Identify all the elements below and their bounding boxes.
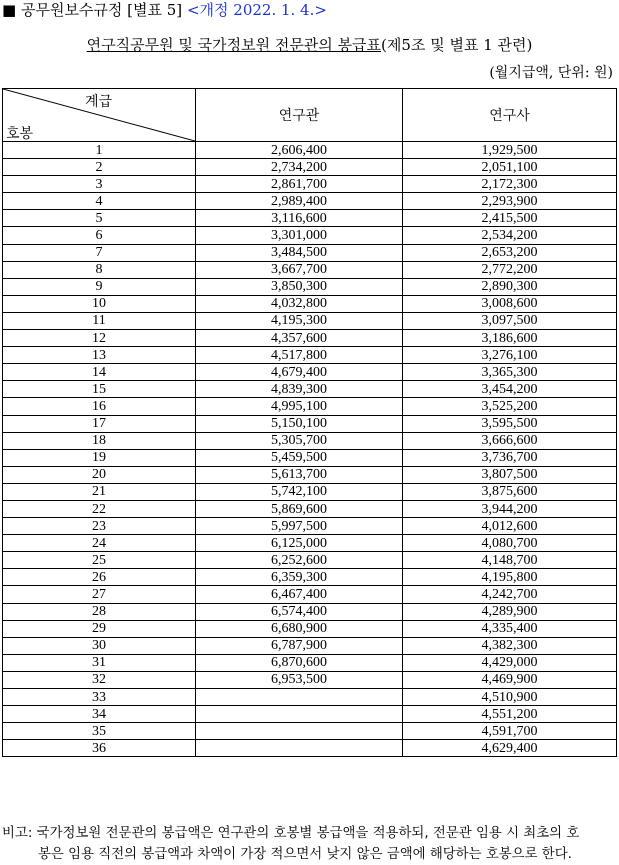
researcher-salary-cell: 4,382,300 [403,637,617,654]
table-row [3,312,617,329]
senior-salary-cell: 5,150,100 [196,415,403,432]
researcher-salary-cell: 3,365,300 [403,364,617,381]
step-cell: 11 [3,312,196,329]
researcher-salary-cell: 4,551,200 [403,706,617,723]
researcher-salary-cell: 3,736,700 [403,449,617,466]
researcher-salary-cell: 3,454,200 [403,381,617,398]
senior-salary-cell: 4,357,600 [196,330,403,347]
step-cell: 29 [3,620,196,637]
table-row [3,654,617,671]
researcher-salary-cell: 4,012,600 [403,518,617,535]
senior-salary-cell: 4,032,800 [196,295,403,312]
step-cell: 27 [3,586,196,603]
step-cell: 22 [3,500,196,517]
researcher-salary-cell: 4,510,900 [403,689,617,706]
researcher-salary-cell: 2,415,500 [403,210,617,227]
researcher-salary-cell: 3,875,600 [403,483,617,500]
step-cell: 1 [3,142,196,159]
researcher-salary-cell: 4,080,700 [403,535,617,552]
researcher-salary-cell: 2,772,200 [403,261,617,278]
senior-salary-cell: 2,861,700 [196,176,403,193]
senior-salary-cell: 5,613,700 [196,466,403,483]
researcher-salary-cell: 2,293,900 [403,193,617,210]
step-cell: 36 [3,740,196,757]
researcher-salary-cell: 4,629,400 [403,740,617,757]
researcher-salary-cell: 4,289,900 [403,603,617,620]
grade-label: 계급 [85,94,113,110]
table-row [3,244,617,261]
senior-salary-cell: 6,467,400 [196,586,403,603]
researcher-salary-cell: 4,195,800 [403,569,617,586]
researcher-salary-cell: 3,097,500 [403,312,617,329]
page-title [0,34,619,55]
researcher-salary-cell: 2,172,300 [403,176,617,193]
step-cell: 5 [3,210,196,227]
column-header-researcher-senior: 연구관 [196,89,403,142]
step-cell: 18 [3,432,196,449]
step-cell: 7 [3,244,196,261]
step-cell: 35 [3,723,196,740]
researcher-salary-cell: 3,276,100 [403,347,617,364]
senior-salary-cell: 2,606,400 [196,142,403,159]
senior-salary-cell: 4,839,300 [196,381,403,398]
senior-salary-cell: 3,850,300 [196,278,403,295]
researcher-salary-cell: 3,008,600 [403,295,617,312]
column-header-researcher: 연구사 [403,89,617,142]
table-row [3,552,617,569]
step-cell: 23 [3,518,196,535]
step-cell: 17 [3,415,196,432]
step-cell: 34 [3,706,196,723]
step-cell: 9 [3,278,196,295]
researcher-salary-cell: 3,525,200 [403,398,617,415]
senior-salary-cell: 6,125,000 [196,535,403,552]
step-cell: 24 [3,535,196,552]
senior-salary-cell: 6,574,400 [196,603,403,620]
senior-salary-cell: 3,667,700 [196,261,403,278]
table-row [3,398,617,415]
table-row [3,535,617,552]
table-row [3,671,617,688]
table-row [3,723,617,740]
researcher-salary-cell: 3,666,600 [403,432,617,449]
table-row [3,432,617,449]
table-row [3,227,617,244]
senior-salary-cell: 3,484,500 [196,244,403,261]
senior-salary-cell: 6,787,900 [196,637,403,654]
step-cell: 6 [3,227,196,244]
senior-salary-cell [196,723,403,740]
step-cell: 3 [3,176,196,193]
table-row [3,295,617,312]
step-cell: 25 [3,552,196,569]
table-row [3,142,617,159]
researcher-salary-cell: 4,242,700 [403,586,617,603]
table-row [3,706,617,723]
senior-salary-cell: 2,734,200 [196,159,403,176]
senior-salary-cell: 6,359,300 [196,569,403,586]
step-cell: 16 [3,398,196,415]
senior-salary-cell: 3,301,000 [196,227,403,244]
table-row [3,569,617,586]
regulation-name: 공무원보수규정 [별표 5] [20,1,183,19]
researcher-salary-cell: 2,653,200 [403,244,617,261]
step-cell: 19 [3,449,196,466]
table-row [3,518,617,535]
researcher-salary-cell: 2,534,200 [403,227,617,244]
table-row [3,364,617,381]
table-row [3,381,617,398]
senior-salary-cell: 6,953,500 [196,671,403,688]
senior-salary-cell: 5,997,500 [196,518,403,535]
footnote-line-1: 비고: 국가정보원 전문관의 봉급액은 연구관의 호봉별 봉급액을 적용하되, 전문관 임용 시 최초의 호 [2,826,580,841]
senior-salary-cell: 4,679,400 [196,364,403,381]
table-row [3,740,617,757]
researcher-salary-cell: 3,944,200 [403,500,617,517]
senior-salary-cell: 5,869,600 [196,500,403,517]
step-cell: 4 [3,193,196,210]
step-label: 호봉 [6,126,34,142]
researcher-salary-cell: 2,890,300 [403,278,617,295]
researcher-salary-cell: 4,469,900 [403,671,617,688]
step-cell: 10 [3,295,196,312]
step-cell: 15 [3,381,196,398]
researcher-salary-cell: 4,429,000 [403,654,617,671]
step-cell: 8 [3,261,196,278]
table-row [3,347,617,364]
step-cell: 20 [3,466,196,483]
footnote [2,823,618,865]
footnote-line-2: 봉은 임용 직전의 봉급액과 차액이 가장 적으면서 낮지 않은 금액에 해당하는 호봉으로 한다. [38,847,572,862]
senior-salary-cell: 4,195,300 [196,312,403,329]
unit-note: (월지급액, 단위: 원) [489,65,613,81]
table-row [3,159,617,176]
corner-header-cell [3,89,196,142]
senior-salary-cell: 4,995,100 [196,398,403,415]
table-row [3,586,617,603]
table-row [3,637,617,654]
table-row [3,483,617,500]
table-row [3,210,617,227]
step-cell: 13 [3,347,196,364]
researcher-salary-cell: 4,335,400 [403,620,617,637]
researcher-salary-cell: 3,595,500 [403,415,617,432]
senior-salary-cell: 2,989,400 [196,193,403,210]
salary-table [2,88,617,757]
step-cell: 30 [3,637,196,654]
researcher-salary-cell: 4,148,700 [403,552,617,569]
regulation-header [2,0,327,20]
step-cell: 14 [3,364,196,381]
senior-salary-cell: 6,870,600 [196,654,403,671]
step-cell: 12 [3,330,196,347]
step-cell: 21 [3,483,196,500]
table-row [3,689,617,706]
table-row [3,261,617,278]
senior-salary-cell: 5,742,100 [196,483,403,500]
senior-salary-cell [196,740,403,757]
table-row [3,193,617,210]
senior-salary-cell: 5,459,500 [196,449,403,466]
table-title: 연구직공무원 및 국가정보원 전문관의 봉급표 [86,36,382,54]
senior-salary-cell [196,706,403,723]
senior-salary-cell [196,689,403,706]
table-row [3,466,617,483]
researcher-salary-cell: 3,186,600 [403,330,617,347]
senior-salary-cell: 6,680,900 [196,620,403,637]
senior-salary-cell: 4,517,800 [196,347,403,364]
step-cell: 28 [3,603,196,620]
senior-salary-cell: 5,305,700 [196,432,403,449]
revision-link[interactable]: <개정 2022. 1. 4.> [186,1,327,19]
table-row [3,500,617,517]
table-row [3,449,617,466]
table-row [3,620,617,637]
step-cell: 26 [3,569,196,586]
table-row [3,330,617,347]
step-cell: 32 [3,671,196,688]
researcher-salary-cell: 2,051,100 [403,159,617,176]
title-reference: (제5조 및 별표 1 관련) [381,36,533,54]
table-row [3,176,617,193]
senior-salary-cell: 6,252,600 [196,552,403,569]
researcher-salary-cell: 4,591,700 [403,723,617,740]
step-cell: 33 [3,689,196,706]
step-cell: 2 [3,159,196,176]
senior-salary-cell: 3,116,600 [196,210,403,227]
table-row [3,603,617,620]
square-bullet-icon: ■ [2,1,17,19]
researcher-salary-cell: 3,807,500 [403,466,617,483]
table-row [3,415,617,432]
table-row [3,278,617,295]
step-cell: 31 [3,654,196,671]
researcher-salary-cell: 1,929,500 [403,142,617,159]
table-header-row [3,89,617,142]
